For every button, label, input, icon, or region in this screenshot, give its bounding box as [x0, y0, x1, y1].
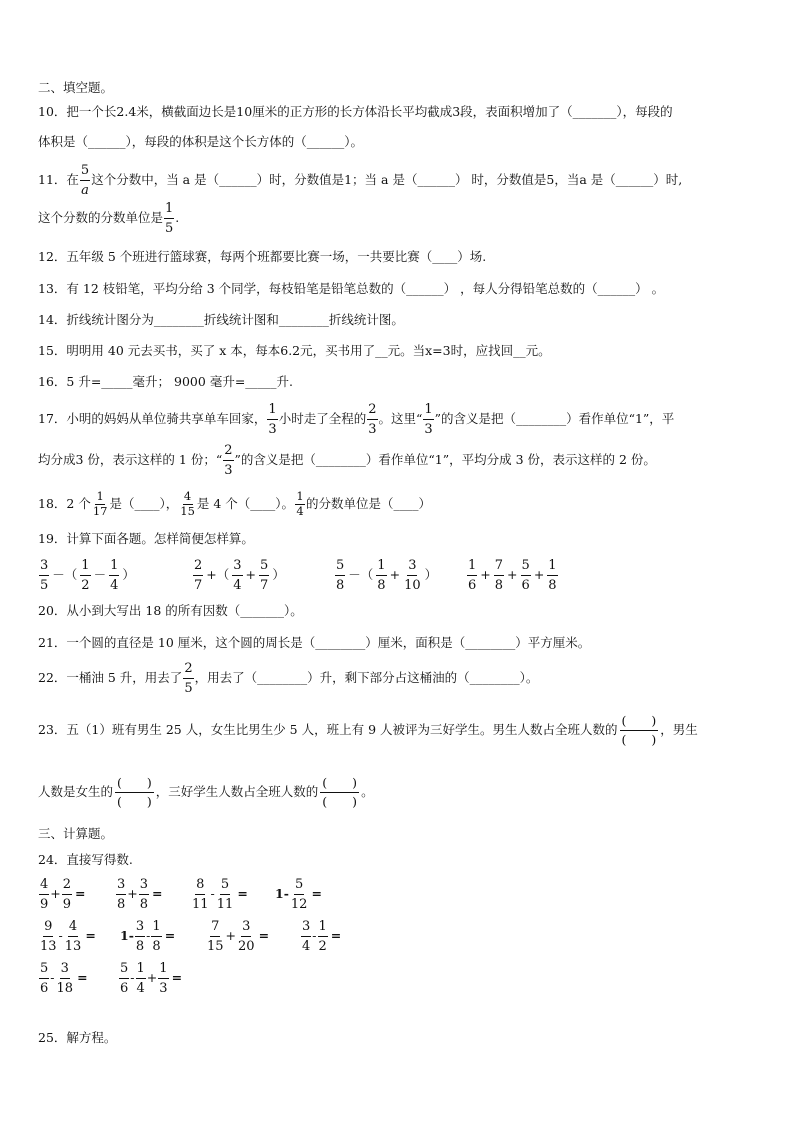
frac-den: 15 [207, 938, 224, 954]
equals-sign: = [75, 886, 86, 901]
q24-fraction [139, 878, 149, 911]
q19-expression-2 [192, 556, 287, 594]
frac-num: 1 [467, 559, 477, 576]
q24-fraction [206, 920, 225, 953]
frac-num: 1 [318, 920, 328, 937]
operator: - [58, 928, 63, 943]
frac-num: 3 [60, 962, 70, 979]
section-three-title: 三、计算题。 [38, 826, 114, 841]
blank-den: ( ) [621, 731, 657, 747]
frac-den: 11 [216, 896, 234, 912]
question-23-line-2 [38, 769, 374, 815]
frac-num: 4 [39, 878, 49, 895]
q23-text-a: 23．五（1）班有男生 25 人，女生比男生少 5 人，班上有 9 人被评为三好学生。男生人数占全班人数的 [38, 722, 618, 737]
question-11-line-2 [38, 201, 179, 235]
operator: - [50, 970, 55, 985]
blank-num: ( ) [115, 775, 154, 793]
blank-den: ( ) [322, 793, 358, 809]
frac-den: 6 [120, 980, 129, 996]
question-22 [38, 659, 538, 697]
equals-sign: = [311, 886, 322, 901]
q23-text-c: 人数是女生的 [38, 784, 114, 799]
frac-den: 6 [468, 577, 477, 593]
operator: + [480, 567, 491, 582]
frac-den: 8 [135, 938, 145, 954]
operator: ） [272, 567, 285, 582]
operator: －（ [52, 567, 78, 582]
frac-den: 9 [62, 896, 72, 912]
q19-e3-fraction-1 [335, 559, 345, 592]
blank-den: ( ) [117, 793, 152, 809]
q17-text-d: ”的含义是把（________）看作单位“1”，平 [434, 411, 675, 426]
operator: + [146, 970, 158, 985]
q24-fraction [151, 920, 161, 953]
q24-fraction [119, 962, 129, 995]
frac-den: 2 [81, 577, 90, 593]
question-13: 13．有 12 枝铅笔，平均分给 3 个同学，每枝铅笔是铅笔总数的（______） ，每人分得铅笔总数的（______） 。 [38, 281, 665, 296]
frac-den: 7 [260, 577, 269, 593]
q24-expression [120, 918, 175, 954]
q24-fraction [39, 878, 49, 911]
q23-blank-fraction-3[interactable] [320, 775, 359, 810]
frac-den: 8 [336, 577, 345, 593]
question-17-line-2 [38, 441, 656, 479]
q17-f3-den: 3 [424, 421, 433, 437]
q24-fraction [62, 878, 72, 911]
q23-text-d: ，三好学生人数占全班人数的 [155, 784, 319, 799]
q18-f2-num: 4 [183, 489, 192, 503]
question-10-line-1: 10．把一个长2.4米，横截面边长是10厘米的正方形的长方体沿长平均截成3段，表面积增加了（_______），每段的 [38, 104, 673, 119]
frac-den: 20 [238, 938, 255, 954]
frac-den: 3 [159, 980, 168, 996]
equals-sign: = [171, 970, 183, 985]
frac-num: 2 [62, 878, 72, 895]
question-25: 25．解方程。 [38, 1030, 117, 1045]
q18-f3-num: 1 [296, 489, 304, 503]
q23-blank-fraction-1[interactable] [620, 713, 659, 748]
operator: + [245, 567, 257, 582]
q24-fraction [237, 920, 256, 953]
frac-den: 18 [56, 980, 74, 996]
frac-den: 8 [152, 938, 161, 954]
blank-num: ( ) [620, 713, 659, 731]
q22-text-b: ，用去了（________）升，剩下部分占这桶油的（________）。 [194, 670, 539, 685]
q18-fraction-2 [179, 491, 196, 517]
q11-fraction-numerator: 5 [80, 164, 90, 181]
q24-fraction [116, 878, 126, 911]
q19-expression-3 [334, 556, 439, 594]
frac-den: 8 [548, 577, 557, 593]
q23-blank-fraction-2[interactable] [115, 775, 154, 810]
q24-expression [38, 918, 96, 954]
frac-num: 1 [136, 962, 146, 979]
q17-f1-den: 3 [268, 421, 277, 437]
frac-num: 5 [259, 559, 269, 576]
frac-num: 5 [521, 559, 531, 576]
q17-text-f: ”的含义是把（________）看作单位“1”，平均分成 3 份，表示这样的 2 份。 [234, 452, 656, 467]
frac-den: 5 [40, 577, 49, 593]
q19-e4-fraction-4 [547, 559, 557, 592]
q17-f2-den: 3 [368, 421, 377, 437]
operator: - [210, 886, 215, 901]
question-24-title: 24．直接写得数. [38, 852, 133, 867]
frac-num: 7 [210, 920, 220, 937]
frac-num: 5 [39, 962, 49, 979]
q18-f1-num: 1 [96, 489, 104, 503]
q18-fraction-1 [92, 491, 109, 517]
frac-num: 1 [376, 559, 386, 576]
frac-num: 9 [43, 920, 53, 937]
equals-sign: = [77, 970, 88, 985]
q22-num: 2 [183, 662, 193, 679]
q19-e1-fraction-1 [39, 559, 49, 592]
q18-f3-den: 4 [296, 503, 304, 518]
frac-den: 6 [40, 980, 49, 996]
operator: + [533, 567, 545, 582]
q24-expression [118, 960, 182, 996]
frac-num: 3 [241, 920, 251, 937]
q24-expression [38, 960, 88, 996]
frac-num: 5 [220, 878, 230, 895]
q19-e1-fraction-3 [109, 559, 119, 592]
q18-text-b: 是（____）， [109, 496, 179, 511]
equals-sign: = [330, 928, 342, 943]
q17-f4-num: 2 [223, 444, 233, 461]
frac-num: 2 [193, 559, 203, 576]
q17-f1-num: 1 [267, 403, 277, 420]
frac-den: 13 [64, 938, 82, 954]
frac-den: 11 [192, 896, 209, 912]
q22-den: 5 [184, 680, 193, 696]
q17-fraction-4 [223, 444, 233, 477]
q19-e2-fraction-2 [232, 559, 242, 592]
frac-num: 3 [116, 878, 126, 895]
question-14: 14．折线统计图分为________折线统计图和________折线统计图。 [38, 312, 404, 327]
q17-f4-den: 3 [224, 462, 233, 478]
q24-fraction [191, 878, 210, 911]
equals-sign: = [237, 886, 248, 901]
frac-den: 4 [302, 938, 311, 954]
q24-expression [275, 876, 322, 912]
q24-fraction [158, 962, 168, 995]
question-18 [38, 488, 431, 520]
q17-f2-num: 2 [367, 403, 377, 420]
q17-text-a: 17．小明的妈妈从单位骑共享单车回家， [38, 411, 267, 426]
q18-text-a: 18．2 个 [38, 496, 91, 511]
q11-text-c: 这个分数的分数单位是 [38, 210, 164, 225]
frac-den: 12 [290, 896, 308, 912]
frac-num: 1 [80, 559, 90, 576]
q24-expression [115, 876, 163, 912]
q24-expression [190, 876, 248, 912]
operator: + [127, 886, 138, 901]
q11-text-c-end: . [175, 210, 180, 225]
frac-num: 1 [151, 920, 161, 937]
operator: －（ [348, 567, 374, 582]
frac-num: 3 [39, 559, 49, 576]
q23-text-e: 。 [361, 784, 374, 799]
frac-den: 6 [521, 577, 530, 593]
q17-fraction-2 [367, 403, 377, 436]
question-20: 20．从小到大写出 18 的所有因数（_______）。 [38, 603, 303, 618]
frac-den: 4 [136, 980, 145, 996]
operator: + [507, 567, 518, 582]
question-19-title: 19．计算下面各题。怎样简便怎样算。 [38, 531, 254, 546]
q24-fraction [318, 920, 328, 953]
q24-expression [38, 876, 86, 912]
frac-num: 8 [195, 878, 205, 895]
q19-e4-fraction-3 [521, 559, 531, 592]
operator: - [146, 928, 151, 943]
q17-text-c: 。这里“ [378, 411, 423, 426]
question-21: 21．一个圆的直径是 10 厘米，这个圆的周长是（________）厘米，面积是（________）平方厘米。 [38, 635, 591, 650]
q11-text-a: 11．在 [38, 172, 79, 187]
q18-f2-den: 15 [180, 503, 195, 518]
operator: － [93, 567, 107, 582]
operator: + [225, 928, 237, 943]
frac-num: 5 [119, 962, 129, 979]
operator: - [130, 970, 135, 985]
q24-expression [300, 918, 341, 954]
frac-num: 7 [494, 559, 504, 576]
q22-text-a: 22．一桶油 5 升，用去了 [38, 670, 183, 685]
question-12: 12．五年级 5 个班进行篮球赛，每两个班都要比赛一场，一共要比赛（____）场. [38, 249, 487, 264]
frac-num: 3 [135, 920, 145, 937]
frac-den: 8 [139, 896, 149, 912]
q23-text-b: ，男生 [660, 722, 698, 737]
frac-den: 9 [40, 896, 49, 912]
q19-e4-fraction-1 [467, 559, 477, 592]
q19-expression-4 [466, 556, 559, 594]
frac-num: 1 [547, 559, 557, 576]
q17-text-b: 小时走了全程的 [278, 411, 367, 426]
question-17-line-1 [38, 400, 674, 438]
frac-den: 13 [40, 938, 57, 954]
q24-fraction [136, 962, 146, 995]
question-16: 16．5 升=_____毫升； 9000 毫升=_____升. [38, 374, 294, 389]
equals-sign: = [258, 928, 270, 943]
operator: +（ [206, 567, 230, 582]
frac-den: 8 [494, 577, 504, 593]
question-23-line-1 [38, 707, 698, 753]
q11-unit-numerator: 1 [164, 202, 174, 219]
operator: - [312, 928, 317, 943]
frac-den: 4 [233, 577, 242, 593]
frac-num: 3 [232, 559, 242, 576]
operator: + [389, 567, 401, 582]
blank-num: ( ) [320, 775, 359, 793]
q11-text-b: 这个分数中，当 a 是（______）时，分数值是1；当 a 是（______） 时，分数值是5，当a 是（______）时, [91, 172, 683, 187]
frac-den: 8 [377, 577, 386, 593]
q11-unit-denominator: 5 [165, 220, 174, 236]
frac-num: 5 [294, 878, 304, 895]
frac-num: 1 [158, 962, 168, 979]
q18-fraction-3 [295, 491, 305, 517]
q19-e4-fraction-2 [494, 559, 504, 592]
q19-e1-fraction-2 [80, 559, 90, 592]
q18-text-c: 是 4 个（____）。 [196, 496, 295, 511]
question-11-line-1 [38, 162, 682, 198]
q17-fraction-1 [267, 403, 277, 436]
q17-f3-num: 1 [423, 403, 433, 420]
frac-den: 4 [110, 577, 119, 593]
operator: ） [122, 567, 135, 582]
q24-fraction [56, 962, 75, 995]
equals-sign: = [85, 928, 96, 943]
operator: + [50, 886, 61, 901]
q24-fraction [301, 920, 311, 953]
equals-sign: = [152, 886, 163, 901]
q18-text-d: 的分数单位是（____） [306, 496, 432, 511]
question-15: 15．明明用 40 元去买书，买了 x 本，每本6.2元，买书用了__元。当x=3时，应找回__元。 [38, 343, 551, 358]
frac-den: 2 [318, 938, 327, 954]
q24-prefix: 1- [275, 886, 289, 901]
q24-fraction [135, 920, 145, 953]
q22-fraction [183, 662, 193, 695]
frac-den: 10 [404, 577, 421, 593]
frac-den: 8 [117, 896, 126, 912]
q11-fraction-denominator: a [81, 182, 89, 198]
frac-num: 5 [335, 559, 345, 576]
q24-fraction [39, 920, 58, 953]
frac-num: 1 [109, 559, 119, 576]
q19-e3-fraction-2 [376, 559, 386, 592]
frac-den: 7 [194, 577, 203, 593]
operator: ） [424, 567, 438, 582]
q11-unit-fraction [164, 202, 174, 235]
q24-fraction [64, 920, 83, 953]
q17-text-e: 均分成3 份，表示这样的 1 份；“ [38, 452, 223, 467]
equals-sign: = [164, 928, 176, 943]
frac-num: 3 [407, 559, 417, 576]
q17-fraction-3 [423, 403, 433, 436]
q24-fraction [39, 962, 49, 995]
q11-fraction [80, 164, 90, 197]
q19-e3-fraction-3 [403, 559, 422, 592]
question-10-line-2: 体积是（______），每段的体积是这个长方体的（______）。 [38, 134, 364, 149]
frac-num: 3 [301, 920, 311, 937]
q24-fraction [216, 878, 235, 911]
frac-num: 4 [68, 920, 78, 937]
q19-e2-fraction-1 [193, 559, 203, 592]
section-two-title: 二、填空题。 [38, 80, 114, 95]
q18-f1-den: 17 [92, 503, 108, 518]
q24-expression [205, 918, 269, 954]
q19-e2-fraction-3 [259, 559, 269, 592]
q19-expression-1 [38, 556, 137, 594]
q24-fraction [290, 878, 309, 911]
q24-prefix: 1- [120, 928, 134, 943]
frac-num: 3 [139, 878, 149, 895]
